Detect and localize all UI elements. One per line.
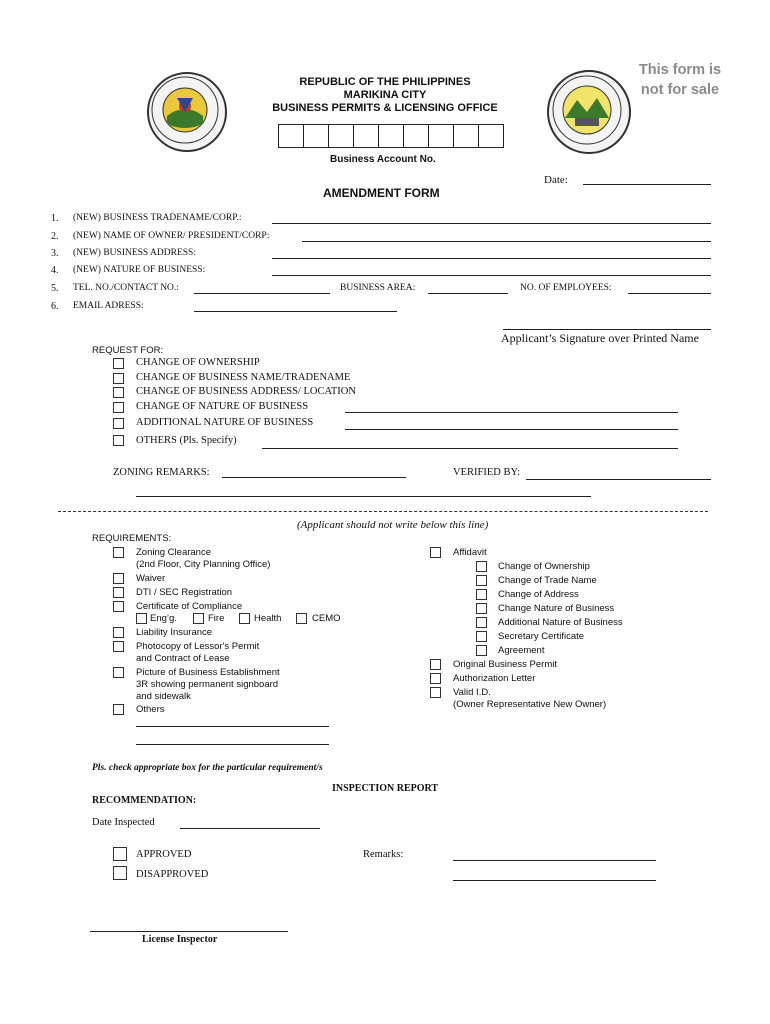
check-note: Pls. check appropriate box for the particular requirement/s — [92, 763, 323, 773]
contact-no-field[interactable] — [194, 293, 330, 294]
request-item-ownership: CHANGE OF OWNERSHIP — [136, 357, 260, 368]
others-req-field-1[interactable] — [136, 726, 329, 727]
aff-address-checkbox[interactable] — [476, 589, 487, 600]
others-checkbox[interactable] — [113, 435, 124, 446]
liability-checkbox[interactable] — [113, 627, 124, 638]
aff-additional-checkbox[interactable] — [476, 617, 487, 628]
additional-nature-field[interactable] — [345, 429, 678, 430]
date-label: Date: — [544, 174, 568, 186]
change-address-checkbox[interactable] — [113, 387, 124, 398]
req-fire: Fire — [208, 613, 225, 624]
zoning-remarks-field[interactable] — [222, 477, 406, 478]
req-valid-id: Valid I.D. — [453, 687, 491, 698]
employees-field[interactable] — [628, 293, 711, 294]
date-field[interactable] — [583, 184, 711, 185]
change-nature-checkbox[interactable] — [113, 402, 124, 413]
verified-by-field[interactable] — [526, 479, 711, 480]
aff-item-additional: Additional Nature of Business — [498, 617, 623, 628]
req-lessor-2: and Contract of Lease — [136, 653, 230, 664]
header-republic: REPUBLIC OF THE PHILIPPINES — [299, 76, 471, 88]
verified-by-label: VERIFIED BY: — [453, 467, 520, 478]
approved-checkbox[interactable] — [113, 847, 127, 861]
aff-item-agreement: Agreement — [498, 645, 545, 656]
inspector-label: License Inspector — [142, 934, 218, 945]
req-dti: DTI / SEC Registration — [136, 587, 233, 598]
request-title: REQUEST FOR: — [92, 345, 164, 356]
header-city: MARIKINA CITY — [343, 89, 427, 101]
remarks-label: Remarks: — [363, 849, 404, 860]
req-lessor-1: Photocopy of Lessor's Permit — [136, 641, 260, 652]
aff-item-secretary: Secretary Certificate — [498, 631, 585, 642]
picture-checkbox[interactable] — [113, 667, 124, 678]
email-field[interactable] — [194, 311, 397, 312]
field-5-num: 5. — [51, 283, 59, 294]
req-others: Others — [136, 704, 165, 715]
authorization-checkbox[interactable] — [430, 673, 441, 684]
watermark-not-for-sale: This form is not for sale — [638, 62, 722, 98]
field-1-label: (NEW) BUSINESS TRADENAME/CORP.: — [73, 213, 242, 223]
others-req-checkbox[interactable] — [113, 704, 124, 715]
aff-agreement-checkbox[interactable] — [476, 645, 487, 656]
req-affidavit: Affidavit — [453, 547, 487, 558]
affidavit-checkbox[interactable] — [430, 547, 441, 558]
field-3-num: 3. — [51, 248, 59, 259]
compliance-checkbox[interactable] — [113, 601, 124, 612]
aff-item-nature: Change Nature of Business — [498, 603, 615, 614]
recommendation-label: RECOMMENDATION: — [92, 795, 197, 806]
aff-ownership-checkbox[interactable] — [476, 561, 487, 572]
nature-of-business-field[interactable] — [272, 275, 711, 276]
req-authorization: Authorization Letter — [453, 673, 536, 684]
field-4-num: 4. — [51, 265, 59, 276]
others-req-field-2[interactable] — [136, 744, 329, 745]
owner-name-field[interactable] — [302, 241, 711, 242]
aff-item-address: Change of Address — [498, 589, 579, 600]
signature-line[interactable] — [503, 329, 711, 330]
req-original-permit: Original Business Permit — [453, 659, 558, 670]
business-area-label: BUSINESS AREA: — [340, 283, 416, 293]
business-area-field[interactable] — [428, 293, 508, 294]
field-2-num: 2. — [51, 231, 59, 242]
marikina-city-seal — [147, 72, 227, 152]
fire-checkbox[interactable] — [193, 613, 204, 624]
requirements-title: REQUIREMENTS: — [92, 533, 172, 544]
form-title: AMENDMENT FORM — [323, 186, 440, 200]
remarks-field-1[interactable] — [453, 860, 656, 861]
employees-label: NO. OF EMPLOYEES: — [520, 283, 612, 293]
req-picture-3: and sidewalk — [136, 691, 191, 702]
additional-nature-checkbox[interactable] — [113, 418, 124, 429]
valid-id-checkbox[interactable] — [430, 687, 441, 698]
others-specify-field[interactable] — [262, 448, 678, 449]
field-5-label: TEL. NO./CONTACT NO.: — [73, 283, 179, 293]
signature-label: Applicant’s Signature over Printed Name — [501, 331, 699, 345]
zoning-remarks-field-2[interactable] — [136, 496, 591, 497]
applicant-note: (Applicant should not write below this line) — [297, 519, 489, 531]
tradename-field[interactable] — [272, 223, 711, 224]
field-6-label: EMAIL ADRESS: — [73, 301, 144, 311]
req-engg: Eng’g. — [150, 613, 177, 624]
request-item-address: CHANGE OF BUSINESS ADDRESS/ LOCATION — [136, 386, 356, 397]
date-inspected-label: Date Inspected — [92, 817, 155, 828]
aff-tradename-checkbox[interactable] — [476, 575, 487, 586]
approved-label: APPROVED — [136, 849, 192, 860]
change-name-checkbox[interactable] — [113, 373, 124, 384]
original-permit-checkbox[interactable] — [430, 659, 441, 670]
dti-checkbox[interactable] — [113, 587, 124, 598]
request-item-nature: CHANGE OF NATURE OF BUSINESS — [136, 401, 309, 412]
field-3-label: (NEW) BUSINESS ADDRESS: — [73, 248, 196, 258]
waiver-checkbox[interactable] — [113, 573, 124, 584]
req-picture-1: Picture of Business Establishment — [136, 667, 280, 678]
remarks-field-2[interactable] — [453, 880, 656, 881]
field-1-num: 1. — [51, 213, 59, 224]
engg-checkbox[interactable] — [136, 613, 147, 624]
req-cemo: CEMO — [312, 613, 341, 624]
lessor-checkbox[interactable] — [113, 641, 124, 652]
aff-item-tradename: Change of Trade Name — [498, 575, 597, 586]
health-checkbox[interactable] — [239, 613, 250, 624]
req-waiver: Waiver — [136, 573, 166, 584]
aff-nature-checkbox[interactable] — [476, 603, 487, 614]
request-item-others: OTHERS (Pls. Specify) — [136, 435, 237, 446]
aff-item-ownership: Change of Ownership — [498, 561, 590, 572]
aff-secretary-checkbox[interactable] — [476, 631, 487, 642]
zoning-clearance-checkbox[interactable] — [113, 547, 124, 558]
business-account-label: Business Account No. — [330, 154, 436, 165]
date-inspected-field[interactable] — [180, 828, 320, 829]
disapproved-checkbox[interactable] — [113, 866, 127, 880]
disapproved-label: DISAPPROVED — [136, 869, 209, 880]
request-item-additional: ADDITIONAL NATURE OF BUSINESS — [136, 417, 314, 428]
field-2-label: (NEW) NAME OF OWNER/ PRESIDENT/CORP: — [73, 231, 270, 241]
req-liability: Liability Insurance — [136, 627, 213, 638]
req-zoning: Zoning Clearance — [136, 547, 211, 558]
request-item-name: CHANGE OF BUSINESS NAME/TRADENAME — [136, 372, 351, 383]
field-4-label: (NEW) NATURE OF BUSINESS: — [73, 265, 206, 275]
cemo-checkbox[interactable] — [296, 613, 307, 624]
bplo-seal — [547, 70, 631, 154]
zoning-remarks-label: ZONING REMARKS: — [113, 467, 210, 478]
req-health: Health — [254, 613, 282, 624]
change-ownership-checkbox[interactable] — [113, 358, 124, 369]
req-valid-id-sub: (Owner Representative New Owner) — [453, 699, 607, 710]
header-office: BUSINESS PERMITS & LICENSING OFFICE — [272, 102, 498, 114]
inspection-title: INSPECTION REPORT — [332, 783, 439, 794]
change-nature-field[interactable] — [345, 412, 678, 413]
inspector-signature-line[interactable] — [90, 931, 288, 932]
req-compliance: Certificate of Compliance — [136, 601, 243, 612]
business-address-field[interactable] — [272, 258, 711, 259]
field-6-num: 6. — [51, 301, 59, 312]
req-zoning-sub: (2nd Floor, City Planning Office) — [136, 559, 271, 570]
business-account-boxes[interactable] — [278, 124, 503, 148]
req-picture-2: 3R showing permanent signboard — [136, 679, 279, 690]
dashed-divider — [58, 511, 708, 512]
